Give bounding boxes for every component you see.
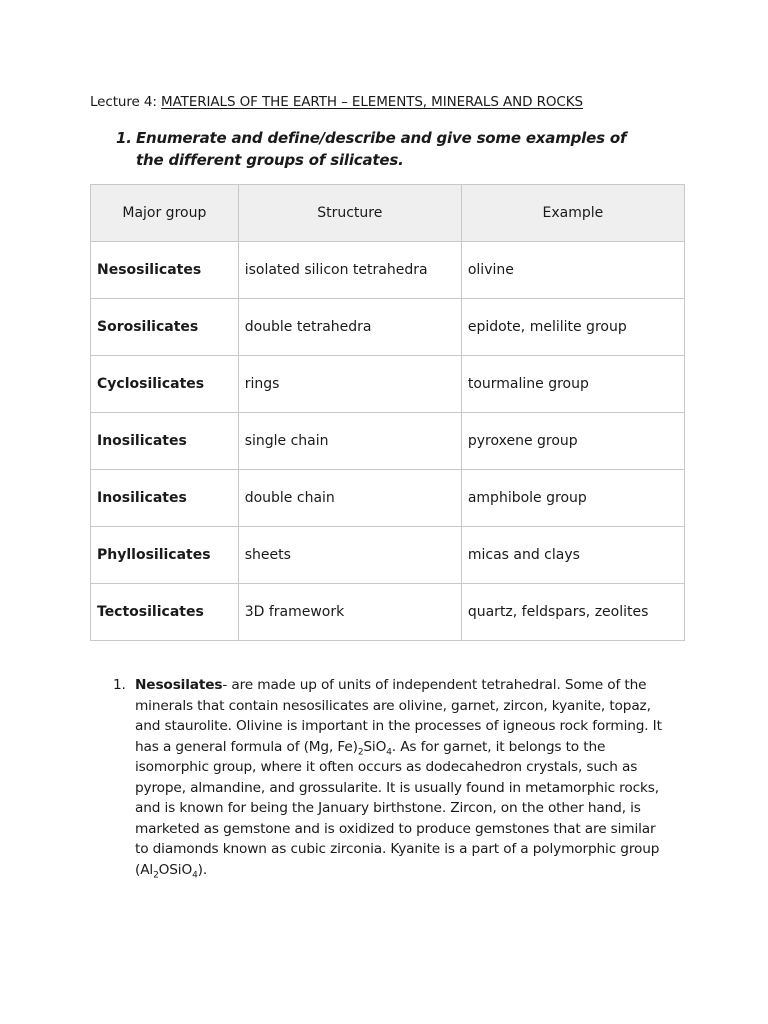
structure-cell: single chain (238, 413, 461, 470)
group-cell: Tectosilicates (91, 584, 239, 641)
table-row (91, 413, 685, 470)
example-cell: amphibole group (461, 470, 684, 527)
structure-cell: isolated silicon tetrahedra (238, 242, 461, 299)
nesosilicates-paragraph-item (113, 675, 673, 880)
table-header-structure: Structure (238, 185, 461, 242)
table-row (91, 470, 685, 527)
paragraph-segment: ). (197, 861, 208, 878)
structure-cell: sheets (238, 527, 461, 584)
example-cell: olivine (461, 242, 684, 299)
group-cell: Nesosilicates (91, 242, 239, 299)
paragraph-segment: SiO (363, 738, 387, 755)
structure-cell: rings (238, 356, 461, 413)
subscript: 4 (192, 870, 198, 881)
group-cell: Inosilicates (91, 413, 239, 470)
paragraph-segment: - are made up of units of independent tetrahedral. Some of the minerals that contain nesosilicates are olivine, garnet, zircon, kyanite, topaz, and staurolite. Olivine is important in the processes of igneous rock forming. It has a general formula of (Mg, Fe) (135, 677, 662, 755)
question-number: 1. (116, 129, 132, 147)
example-cell: tourmaline group (461, 356, 684, 413)
lecture-title: MATERIALS OF THE EARTH – ELEMENTS, MINERALS AND ROCKS (161, 94, 583, 110)
example-cell: micas and clays (461, 527, 684, 584)
example-cell: pyroxene group (461, 413, 684, 470)
structure-cell: double chain (238, 470, 461, 527)
silicates-table (90, 184, 685, 641)
lecture-heading (90, 94, 583, 110)
paragraph-term: Nesosilates (135, 677, 223, 693)
group-cell: Inosilicates (91, 470, 239, 527)
paragraph-segment: . As for garnet, it belongs to the isomorphic group, where it often occurs as dodecahedron crystals, such as pyrope, almandine, and grossularite. It is usually found in metamorphic rocks, and is known for being the January birthstone. Zircon, on the other hand, is marketed as gemstone and is oxidized to produce gemstones that are similar to diamonds known as cubic zirconia. Kyanite is a part of a polymorphic group (Al (135, 738, 660, 878)
paragraph-text (135, 675, 673, 880)
group-cell: Sorosilicates (91, 299, 239, 356)
table-row (91, 584, 685, 641)
subscript: 4 (386, 747, 392, 758)
table-header-example: Example (461, 185, 684, 242)
paragraph-segment: OSiO (158, 861, 193, 878)
question-item (116, 127, 656, 171)
table-row (91, 356, 685, 413)
table-row (91, 527, 685, 584)
example-cell: quartz, feldspars, zeolites (461, 584, 684, 641)
subscript: 2 (357, 747, 364, 758)
group-cell: Cyclosilicates (91, 356, 239, 413)
paragraph-number: 1. (113, 677, 126, 693)
table-header-major-group: Major group (91, 185, 239, 242)
lecture-prefix: Lecture 4: (90, 94, 162, 110)
example-cell: epidote, melilite group (461, 299, 684, 356)
table-header-row (91, 185, 685, 242)
group-cell: Phyllosilicates (91, 527, 239, 584)
subscript: 2 (153, 870, 159, 881)
question-text: Enumerate and define/describe and give some examples of the different groups of silicates. (136, 129, 627, 169)
structure-cell: double tetrahedra (238, 299, 461, 356)
structure-cell: 3D framework (238, 584, 461, 641)
table-row (91, 242, 685, 299)
table-row (91, 299, 685, 356)
